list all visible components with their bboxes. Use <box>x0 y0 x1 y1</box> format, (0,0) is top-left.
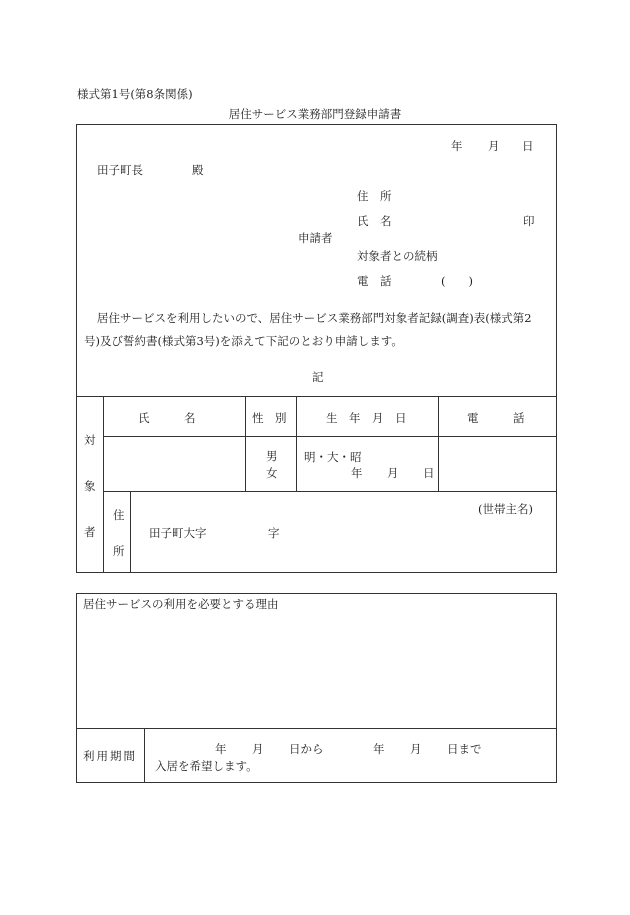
period-from: 日から <box>289 742 324 756</box>
reason-label: 居住サービスの利用を必要とする理由 <box>83 597 279 611</box>
row-label-2: 象 <box>84 479 96 493</box>
seal-mark: 印 <box>523 214 535 228</box>
header-birthdate: 生 年 月 日 <box>326 411 407 425</box>
applicant-address-label: 住 所 <box>357 189 392 203</box>
birth-month-unit: 月 <box>387 466 399 480</box>
table-header-rule <box>103 436 557 437</box>
period-line-2: 入居を希望します。 <box>155 759 258 773</box>
table-top-rule <box>76 396 557 397</box>
period-month-1: 月 <box>252 742 264 756</box>
date-day: 日 <box>522 139 534 153</box>
birth-year-unit: 年 <box>351 466 363 480</box>
period-label: 利用期間 <box>83 749 137 763</box>
birth-day-unit: 日 <box>423 466 435 480</box>
sex-option-female: 女 <box>266 466 278 480</box>
aza-label: 字 <box>268 526 280 540</box>
body-line-1: 居住サービスを利用したいので、居住サービス業務部門対象者記録(調査)表(様式第2 <box>97 311 532 325</box>
applicant-phone-paren: ( ) <box>441 274 473 288</box>
applicant-name-label: 氏 名 <box>357 214 392 228</box>
table-data-rule <box>103 491 557 492</box>
row-label-3: 者 <box>84 525 96 539</box>
address-label-1: 住 <box>113 508 125 522</box>
table-label-divider <box>103 396 104 573</box>
table-col-birth-divider <box>438 396 439 491</box>
applicant-relation-label: 対象者との続柄 <box>357 249 438 263</box>
header-sex: 性 別 <box>252 411 287 425</box>
row-label-1: 対 <box>84 433 96 447</box>
applicant-phone-label: 電 話 <box>357 274 392 288</box>
period-until: 日まで <box>447 742 482 756</box>
date-year: 年 <box>451 139 463 153</box>
era-options: 明・大・昭 <box>304 450 362 464</box>
header-phone: 電 話 <box>467 411 525 425</box>
sex-option-male: 男 <box>266 449 278 463</box>
addressee-name: 田子町長 <box>97 163 143 177</box>
form-title: 居住サービス業務部門登録申請書 <box>228 107 402 121</box>
household-head-label: (世帯主名) <box>478 502 533 516</box>
period-month-2: 月 <box>410 742 422 756</box>
period-year-2: 年 <box>373 742 385 756</box>
reason-period-rule <box>76 728 557 729</box>
body-line-2: 号)及び誓約書(様式第3号)を添えて下記のとおり申請します。 <box>84 334 403 348</box>
table-col-name-divider <box>245 396 246 491</box>
header-name: 氏 名 <box>138 411 196 425</box>
town-label: 田子町大字 <box>149 526 207 540</box>
date-month: 月 <box>488 139 500 153</box>
applicant-label: 申請者 <box>298 231 333 245</box>
address-label-2: 所 <box>113 544 125 558</box>
form-number: 様式第1号(第8条関係) <box>77 87 193 101</box>
period-label-divider <box>144 728 145 783</box>
period-year-1: 年 <box>215 742 227 756</box>
table-col-sex-divider <box>296 396 297 491</box>
addressee-honorific: 殿 <box>192 163 204 177</box>
ki-label: 記 <box>312 370 324 384</box>
table-address-divider <box>130 491 131 573</box>
